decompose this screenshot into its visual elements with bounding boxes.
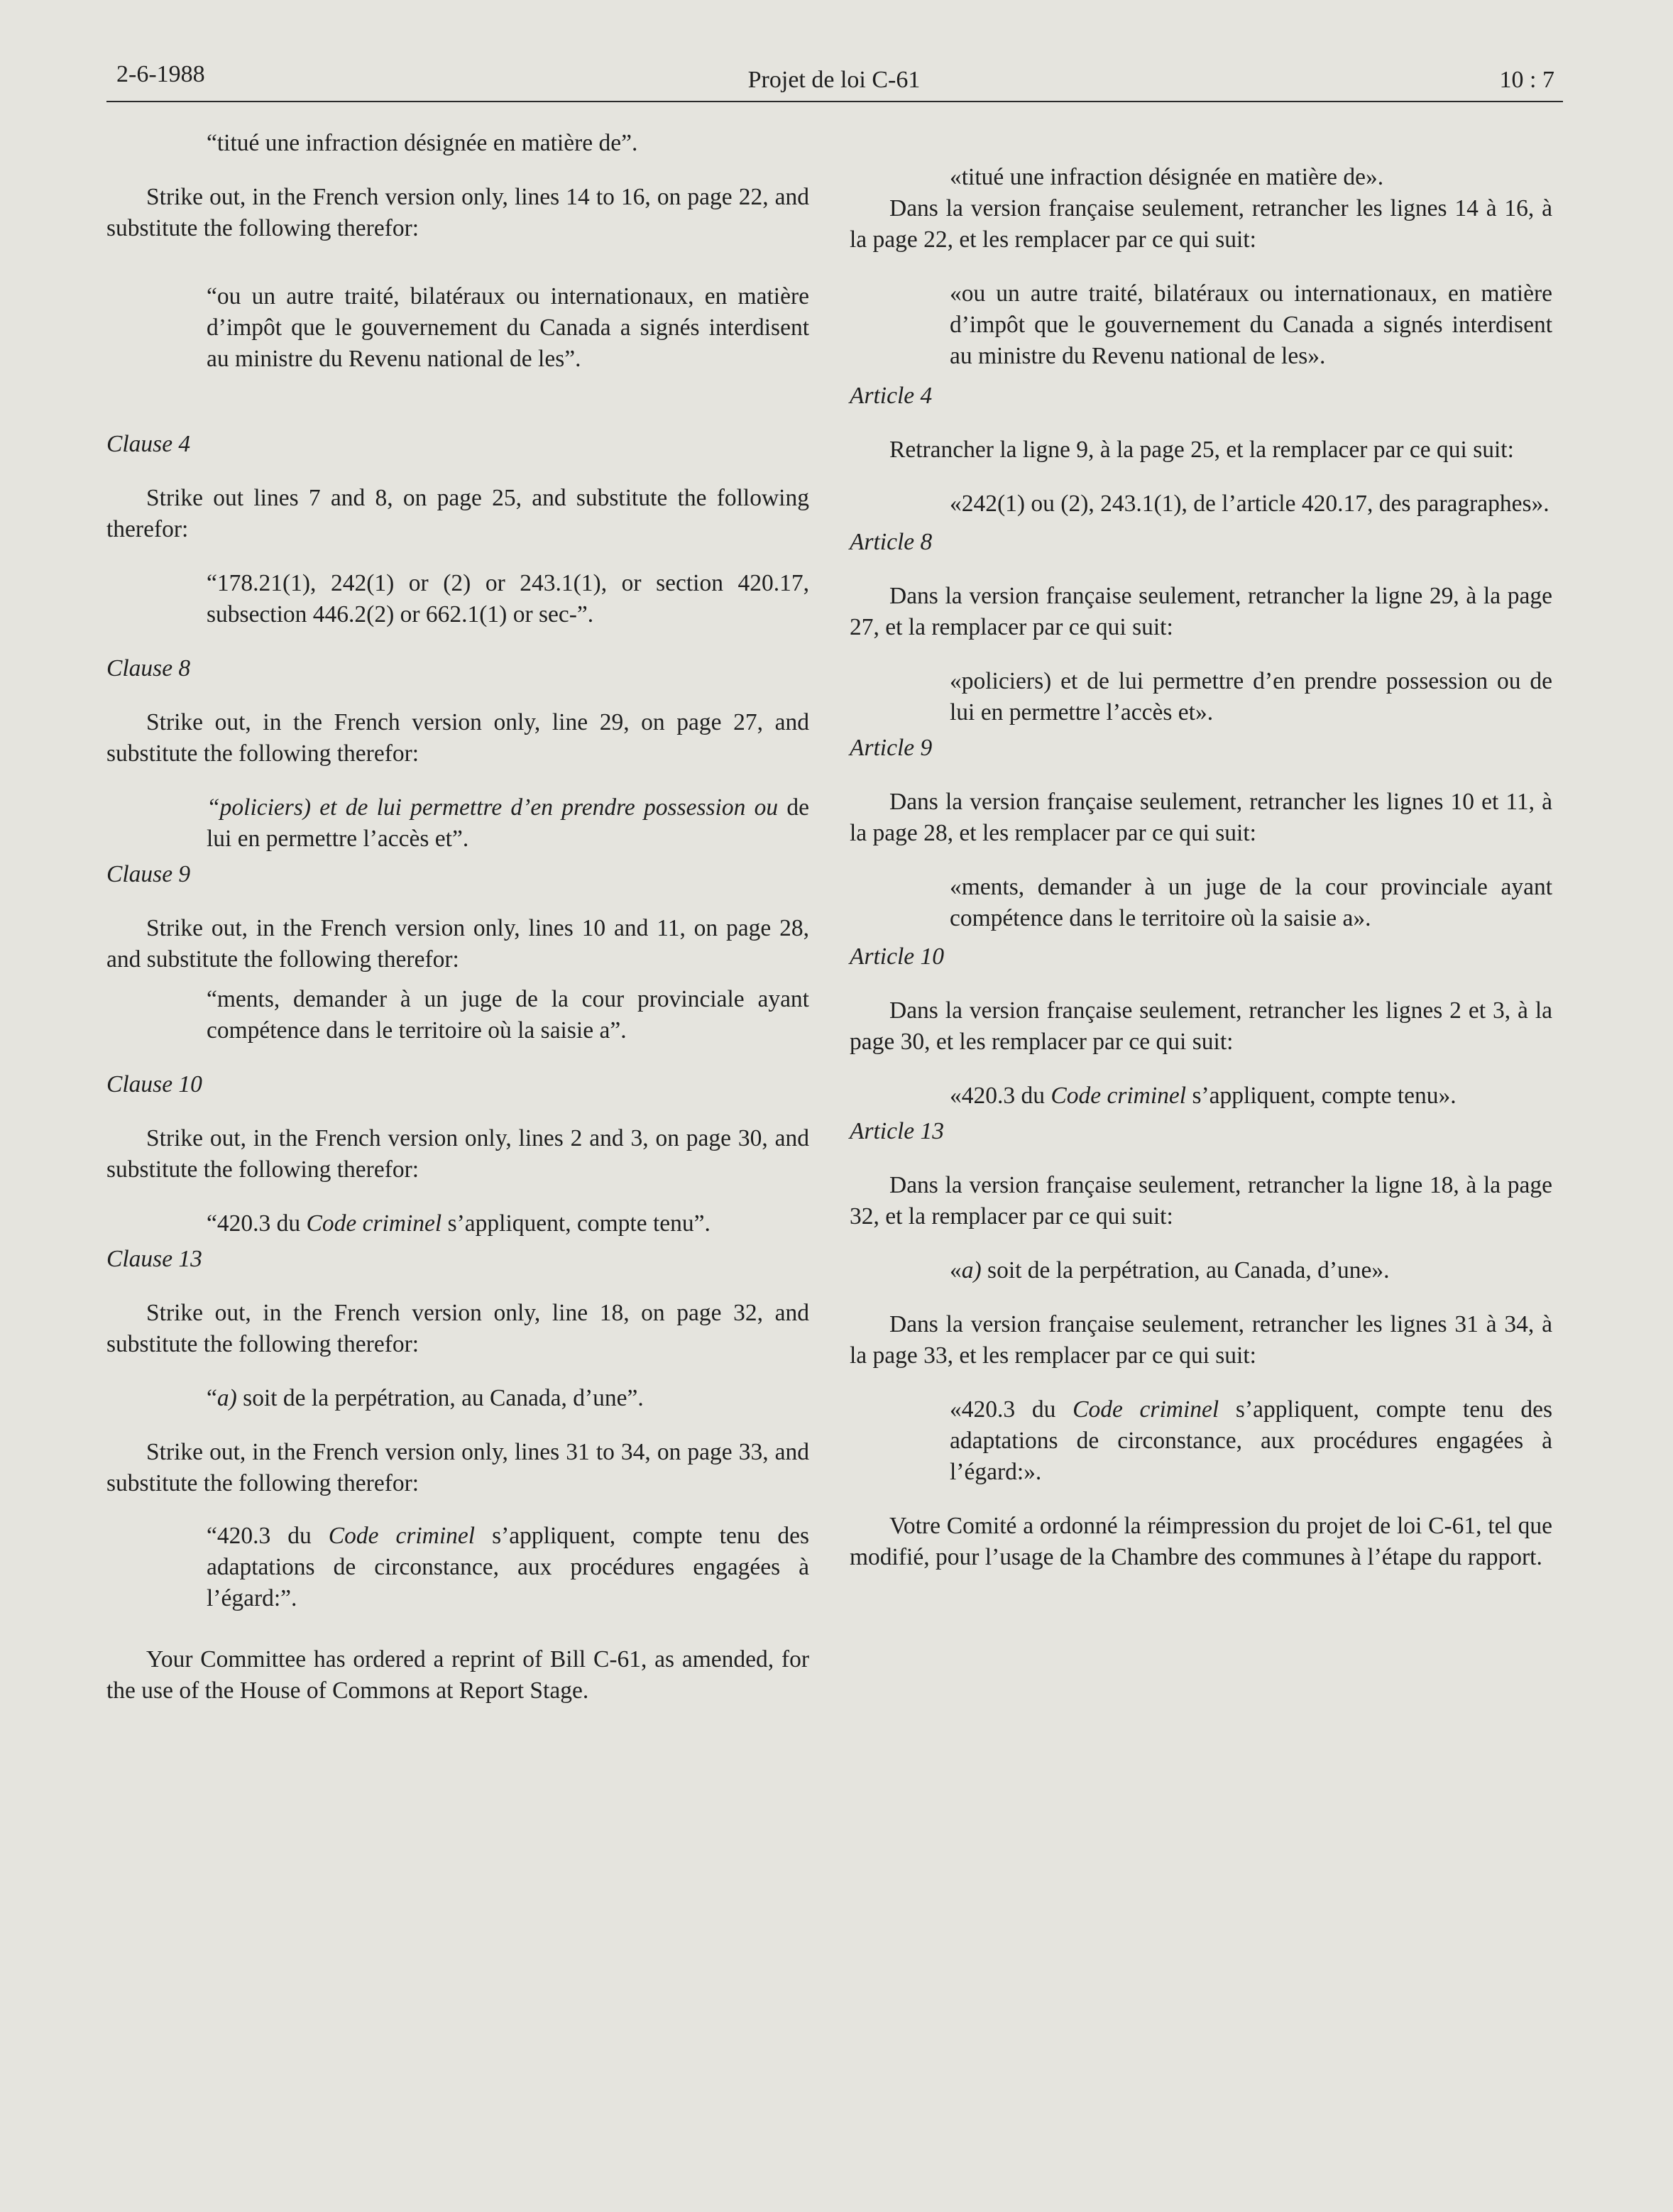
- replacement-quote: [850, 1080, 1552, 1112]
- quote-text: «420.3 du: [950, 1083, 1051, 1109]
- replacement-quote: [850, 1255, 1552, 1286]
- instruction-paragraph: Dans la version française seulement, retrancher les lignes 14 à 16, à la page 22, et les remplacer par ce qui suit:: [850, 195, 1552, 253]
- instruction-paragraph: Strike out, in the French version only, lines 2 and 3, on page 30, and substitute the following therefor:: [106, 1125, 809, 1183]
- instruction-paragraph: Dans la version française seulement, retrancher les lignes 2 et 3, à la page 30, et les remplacer par ce qui suit:: [850, 997, 1552, 1055]
- italic-text: a): [961, 1257, 982, 1283]
- article-heading: Article 8: [850, 529, 933, 555]
- header-title: Projet de loi C-61: [747, 67, 921, 93]
- replacement-quote: [106, 1383, 809, 1414]
- clause-heading: Clause 8: [106, 655, 191, 681]
- quote-continuation: «titué une infraction désignée en matière de».: [950, 164, 1384, 190]
- instruction-paragraph: Strike out, in the French version only, line 29, on page 27, and substitute the following therefor:: [106, 709, 809, 767]
- quote-continuation: “titué une infraction désignée en matière de”.: [207, 130, 638, 156]
- closing-paragraph: Votre Comité a ordonné la réimpression du projet de loi C-61, tel que modifié, pour l’usage de la Chambre des communes à l’étape du rapport.: [850, 1513, 1552, 1570]
- closing-paragraph: Your Committee has ordered a reprint of Bill C-61, as amended, for the use of the House of Commons at Report Stage.: [106, 1646, 809, 1704]
- instruction-paragraph: Dans la version française seulement, retrancher la ligne 18, à la page 32, et la remplacer par ce qui suit:: [850, 1172, 1552, 1230]
- replacement-quote: [106, 1521, 809, 1614]
- clause-heading: Clause 9: [106, 861, 191, 887]
- quote-text: «420.3 du: [950, 1396, 1073, 1423]
- italic-text: “policiers) et de lui permettre d’en prendre possession ou: [207, 794, 779, 821]
- english-column: [106, 128, 809, 1707]
- quote-text: “: [207, 1385, 217, 1411]
- replacement-quote: «ments, demander à un juge de la cour provinciale ayant compétence dans le territoire où la saisie a».: [950, 874, 1552, 931]
- quote-text: soit de la perpétration, au Canada, d’une».: [981, 1257, 1390, 1283]
- clause-heading: Clause 10: [106, 1071, 202, 1097]
- instruction-paragraph: Strike out, in the French version only, line 18, on page 32, and substitute the following therefor:: [106, 1300, 809, 1357]
- replacement-quote: [106, 1208, 809, 1239]
- code-name: Code criminel: [1051, 1083, 1187, 1109]
- replacement-quote: “ments, demander à un juge de la cour provinciale ayant compétence dans le territoire où la saisie a”.: [207, 986, 809, 1044]
- clause-heading: Clause 4: [106, 431, 191, 457]
- quote-text: s’appliquent, compte tenu des adaptations de circonstance, aux procédures engagées à l’égard:».: [950, 1396, 1553, 1485]
- running-header: [106, 61, 1562, 104]
- quote-text: «: [950, 1257, 962, 1283]
- header-date: 2-6-1988: [116, 61, 205, 87]
- quote-text: “420.3 du: [207, 1523, 329, 1549]
- code-name: Code criminel: [306, 1210, 442, 1237]
- code-name: Code criminel: [1073, 1396, 1219, 1423]
- article-heading: Article 4: [850, 383, 933, 409]
- instruction-paragraph: Strike out, in the French version only, lines 14 to 16, on page 22, and substitute the following therefor:: [106, 184, 809, 241]
- replacement-quote: “178.21(1), 242(1) or (2) or 243.1(1), or section 420.17, subsection 446.2(2) or 662.1(1) or sec-”.: [207, 570, 809, 628]
- instruction-paragraph: Dans la version française seulement, retrancher les lignes 31 à 34, à la page 33, et les remplacer par ce qui suit:: [850, 1311, 1552, 1369]
- instruction-paragraph: Strike out, in the French version only, lines 31 to 34, on page 33, and substitute the following therefor:: [106, 1439, 809, 1496]
- quote-text: soit de la perpétration, au Canada, d’une”.: [236, 1385, 644, 1411]
- code-name: Code criminel: [328, 1523, 476, 1549]
- article-heading: Article 9: [850, 735, 933, 761]
- replacement-quote: [850, 1394, 1552, 1488]
- quote-text: s’appliquent, compte tenu”.: [441, 1210, 711, 1237]
- instruction-paragraph: Dans la version française seulement, retrancher les lignes 10 et 11, à la page 28, et les remplacer par ce qui suit:: [850, 789, 1552, 846]
- italic-text: a): [216, 1385, 237, 1411]
- article-heading: Article 10: [850, 943, 945, 970]
- header-page-number: 10 : 7: [1499, 67, 1554, 93]
- clause-heading: Clause 13: [106, 1246, 202, 1272]
- replacement-quote: [106, 792, 809, 855]
- replacement-quote: «policiers) et de lui permettre d’en prendre possession ou de lui en permettre l’accès et».: [950, 668, 1552, 726]
- replacement-quote: “ou un autre traité, bilatéraux ou internationaux, en matière d’impôt que le gouvernement du Canada a signés interdisent au ministre du Revenu national de les”.: [207, 283, 809, 372]
- instruction-paragraph: Strike out, in the French version only, lines 10 and 11, on page 28, and substitute the following therefor:: [106, 915, 809, 973]
- quote-text: de lui en permettre l’accès et”.: [207, 794, 809, 852]
- article-heading: Article 13: [850, 1118, 945, 1144]
- instruction-paragraph: Strike out lines 7 and 8, on page 25, and substitute the following therefor:: [106, 485, 809, 542]
- quote-text: “420.3 du: [207, 1210, 307, 1237]
- french-column: [850, 128, 1552, 1573]
- quote-text: s’appliquent, compte tenu des adaptations de circonstance, aux procédures engagées à l’égard:”.: [207, 1523, 810, 1611]
- replacement-quote: «ou un autre traité, bilatéraux ou internationaux, en matière d’impôt que le gouvernement du Canada a signés interdisent au ministre du Revenu national de les».: [950, 280, 1552, 369]
- header-rule: [106, 101, 1563, 102]
- quote-text: s’appliquent, compte tenu».: [1186, 1083, 1457, 1109]
- replacement-quote: «242(1) ou (2), 243.1(1), de l’article 420.17, des paragraphes».: [950, 491, 1549, 517]
- instruction-paragraph: Retrancher la ligne 9, à la page 25, et la remplacer par ce qui suit:: [889, 437, 1514, 463]
- instruction-paragraph: Dans la version française seulement, retrancher la ligne 29, à la page 27, et la remplacer par ce qui suit:: [850, 583, 1552, 640]
